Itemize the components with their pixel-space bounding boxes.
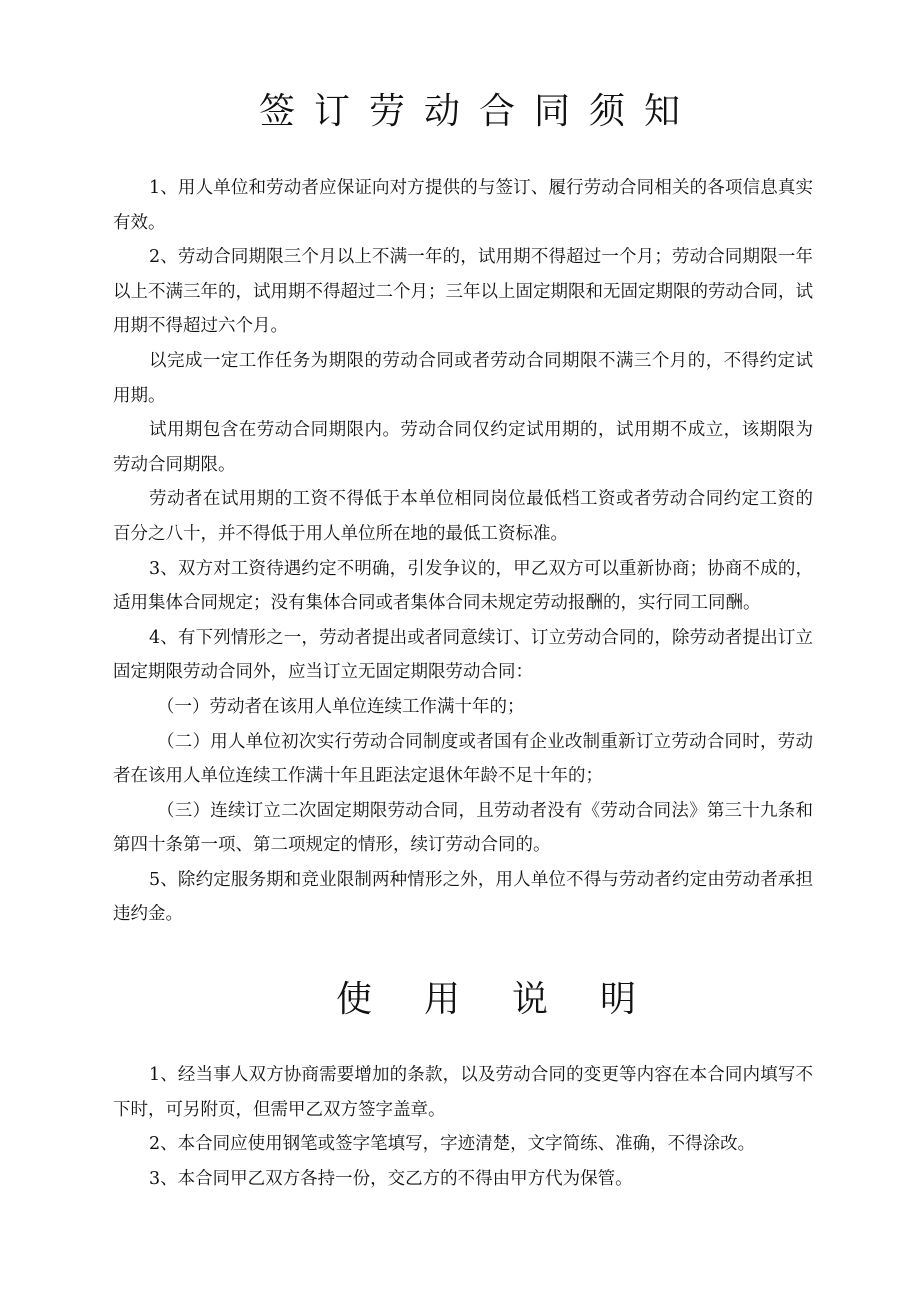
notice-paragraph-probation-task: 以完成一定工作任务为期限的劳动合同或者劳动合同期限不满三个月的，不得约定试用期。 — [113, 350, 813, 406]
notice-paragraph-2: 2、劳动合同期限三个月以上不满一年的，试用期不得超过一个月；劳动合同期限一年以上不满三年的，试用期不得超过二个月；三年以上固定期限和无固定期限的劳动合同，试用期不得超过六个月。 — [113, 247, 813, 337]
notice-paragraph-3: 3、双方对工资待遇约定不明确，引发争议的，甲乙双方可以重新协商；协商不成的，适用集体合同规定；没有集体合同或者集体合同未规定劳动报酬的，实行同工同酬。 — [113, 558, 813, 614]
instructions-title: 使用说明 — [335, 979, 688, 1020]
notice-paragraph-1: 1、用人单位和劳动者应保证向对方提供的与签订、履行劳动合同相关的各项信息真实有效。 — [113, 178, 813, 233]
notice-paragraph-probation-wage: 劳动者在试用期的工资不得低于本单位相同岗位最低档工资或者劳动合同约定工资的百分之八十，并不得低于用人单位所在地的最低工资标准。 — [113, 489, 813, 544]
notice-paragraph-5: 5、除约定服务期和竞业限制两种情形之外，用人单位不得与劳动者约定由劳动者承担违约金。 — [113, 869, 813, 925]
notice-subitem-2: （二）用人单位初次实行劳动合同制度或者国有企业改制重新订立劳动合同时，劳动者在该用人单位连续工作满十年且距法定退休年龄不足十年的； — [113, 731, 813, 787]
notice-paragraph-4: 4、有下列情形之一，劳动者提出或者同意续订、订立劳动合同的，除劳动者提出订立固定期限劳动合同外，应当订立无固定期限劳动合同： — [113, 627, 813, 683]
notice-subitem-1: （一）劳动者在该用人单位连续工作满十年的； — [157, 696, 525, 717]
instructions-paragraph-1: 1、经当事人双方协商需要增加的条款，以及劳动合同的变更等内容在本合同内填写不下时，可另附页，但需甲乙双方签字盖章。 — [113, 1065, 813, 1120]
notice-paragraph-probation-term: 试用期包含在劳动合同期限内。劳动合同仅约定试用期的，试用期不成立，该期限为劳动合同期限。 — [113, 420, 813, 475]
instructions-paragraph-3: 3、本合同甲乙双方各持一份，交乙方的不得由甲方代为保管。 — [149, 1168, 633, 1189]
notice-section — [113, 171, 813, 932]
notice-title: 签订劳动合同须知 — [258, 91, 699, 132]
notice-subitem-3: （三）连续订立二次固定期限劳动合同，且劳动者没有《劳动合同法》第三十九条和第四十条第一项、第二项规定的情形，续订劳动合同的。 — [113, 800, 813, 856]
instructions-paragraph-2: 2、本合同应使用钢笔或签字笔填写，字迹清楚，文字简练、准确，不得涂改。 — [149, 1134, 756, 1155]
instructions-section — [113, 1058, 813, 1196]
